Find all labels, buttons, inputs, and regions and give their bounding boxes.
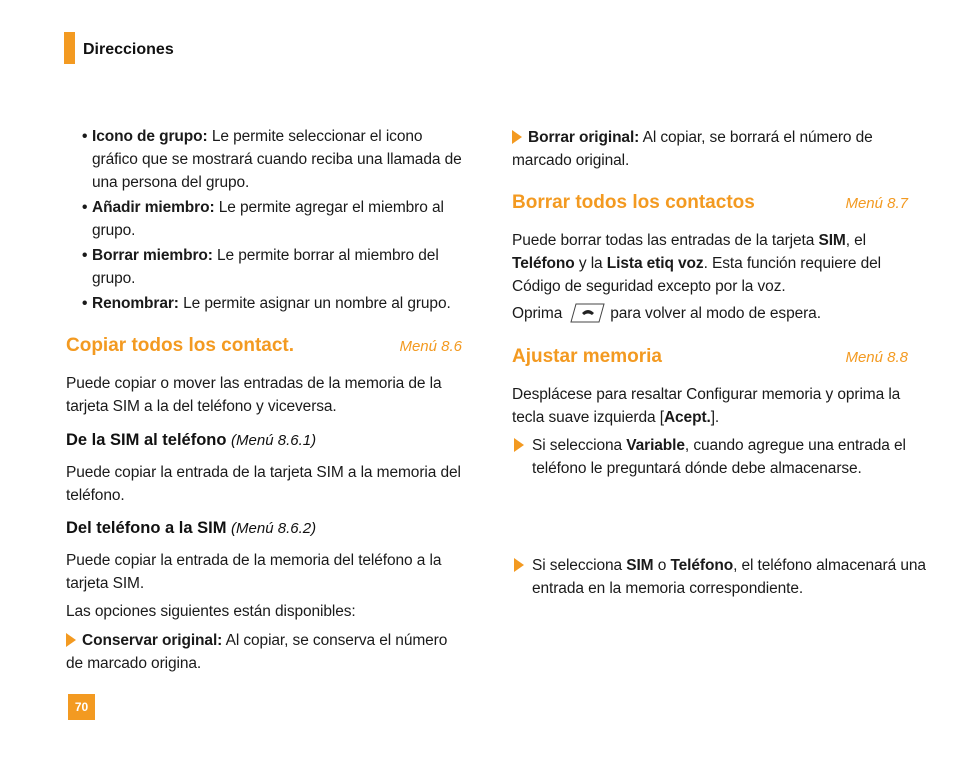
option-delete-original <box>512 126 908 172</box>
section-body <box>512 383 908 429</box>
bullet-dot-icon: • <box>82 128 88 145</box>
text-run: ]. <box>710 409 720 426</box>
bullet-dot-icon: • <box>82 295 88 312</box>
bullet-term: Añadir miembro: <box>92 199 215 216</box>
bullet-term: Borrar miembro: <box>92 247 213 264</box>
bullet-term: Icono de grupo: <box>92 128 208 145</box>
text-bold: Acept. <box>663 409 711 426</box>
text-bold: Teléfono <box>512 255 575 272</box>
option-keep-original <box>66 629 462 675</box>
text-bold: SIM <box>626 557 654 574</box>
section-title: Ajustar memoria <box>512 346 662 367</box>
text-run: Oprima <box>512 305 563 322</box>
bullet-text: Le permite asignar un nombre al grupo. <box>178 295 451 312</box>
bullet-dot-icon: • <box>82 247 88 264</box>
section-heading-delete <box>512 192 908 218</box>
header-accent-bar <box>64 32 75 64</box>
section-body: Puede copiar o mover las entradas de la memoria de la tarjeta SIM a la del teléfono y viceversa. <box>66 375 442 415</box>
text-run: Desplácese para resaltar Configurar memoria y oprima la tecla suave izquierda [ <box>512 386 901 426</box>
bullet-text: Le permite borrar al miembro del grupo. <box>92 247 439 287</box>
text-run: , el teléfono almacenará una entrada en la memoria correspondiente. <box>532 557 926 597</box>
subheading-sim-to-phone <box>66 431 316 450</box>
text-run: o <box>653 557 671 574</box>
section-menu-ref: Menú 8.6 <box>399 338 462 355</box>
text-run: Puede borrar todas las entradas de la tarjeta <box>512 232 819 249</box>
bullet-dot-icon: • <box>82 199 88 216</box>
arrow-right-icon <box>514 558 524 572</box>
end-call-key-icon <box>566 302 606 331</box>
right-column <box>512 0 926 597</box>
text-run: . Esta función requiere del Código de seguridad excepto por la voz. <box>512 255 881 295</box>
section-heading-copy <box>66 335 462 361</box>
subheading-title: De la SIM al teléfono <box>66 431 227 449</box>
bullet-item <box>66 196 462 242</box>
bullet-item <box>66 125 462 194</box>
option-term: Conservar original: <box>82 632 223 649</box>
subheading-menu-ref: (Menú 8.6.1) <box>231 432 317 449</box>
section-menu-ref: Menú 8.7 <box>845 195 908 212</box>
text-run: para volver al modo de espera. <box>610 305 821 322</box>
press-end-key-line <box>512 302 908 331</box>
arrow-right-icon <box>514 438 524 452</box>
memory-option-variable <box>512 434 928 480</box>
section-header-title: Direcciones <box>83 41 174 58</box>
option-text: Al copiar, se borrará el número de marcado original. <box>512 129 873 169</box>
subheading-phone-to-sim <box>66 519 316 538</box>
bullet-item <box>66 244 462 290</box>
memory-option-sim-phone <box>512 554 928 600</box>
subheading-menu-ref: (Menú 8.6.2) <box>231 520 317 537</box>
text-run: , cuando agregue una entrada el teléfono le preguntará dónde debe almacenarse. <box>532 437 906 477</box>
text-bold: Variable <box>626 437 685 454</box>
arrow-right-icon <box>66 633 76 647</box>
bullet-text: Le permite seleccionar el icono gráfico que se mostrará cuando reciba una llamada de una persona del grupo. <box>92 128 462 191</box>
options-intro: Las opciones siguientes están disponibles: <box>66 603 356 620</box>
bullet-term: Renombrar: <box>92 295 179 312</box>
subheading-body: Puede copiar la entrada de la memoria del teléfono a la tarjeta SIM. <box>66 552 442 592</box>
subheading-title: Del teléfono a la SIM <box>66 519 227 537</box>
bullet-text: Le permite agregar el miembro al grupo. <box>92 199 444 239</box>
section-title: Borrar todos los contactos <box>512 192 755 213</box>
section-menu-ref: Menú 8.8 <box>845 349 908 366</box>
text-bold: SIM <box>818 232 846 249</box>
section-title: Copiar todos los contact. <box>66 335 295 356</box>
option-term: Borrar original: <box>528 129 640 146</box>
subheading-body: Puede copiar la entrada de la tarjeta SIM a la memoria del teléfono. <box>66 464 461 504</box>
text-run: , el <box>845 232 866 249</box>
text-run: Si selecciona <box>532 437 627 454</box>
text-bold: Lista etiq voz <box>606 255 704 272</box>
page-number: 70 <box>68 694 95 720</box>
section-body <box>512 229 908 298</box>
arrow-right-icon <box>512 130 522 144</box>
option-text: Al copiar, se conserva el número de marcado origina. <box>66 632 448 672</box>
text-run: Si selecciona <box>532 557 627 574</box>
text-run: y la <box>574 255 607 272</box>
text-bold: Teléfono <box>670 557 734 574</box>
bullet-item <box>66 292 462 315</box>
section-heading-memory <box>512 346 908 372</box>
